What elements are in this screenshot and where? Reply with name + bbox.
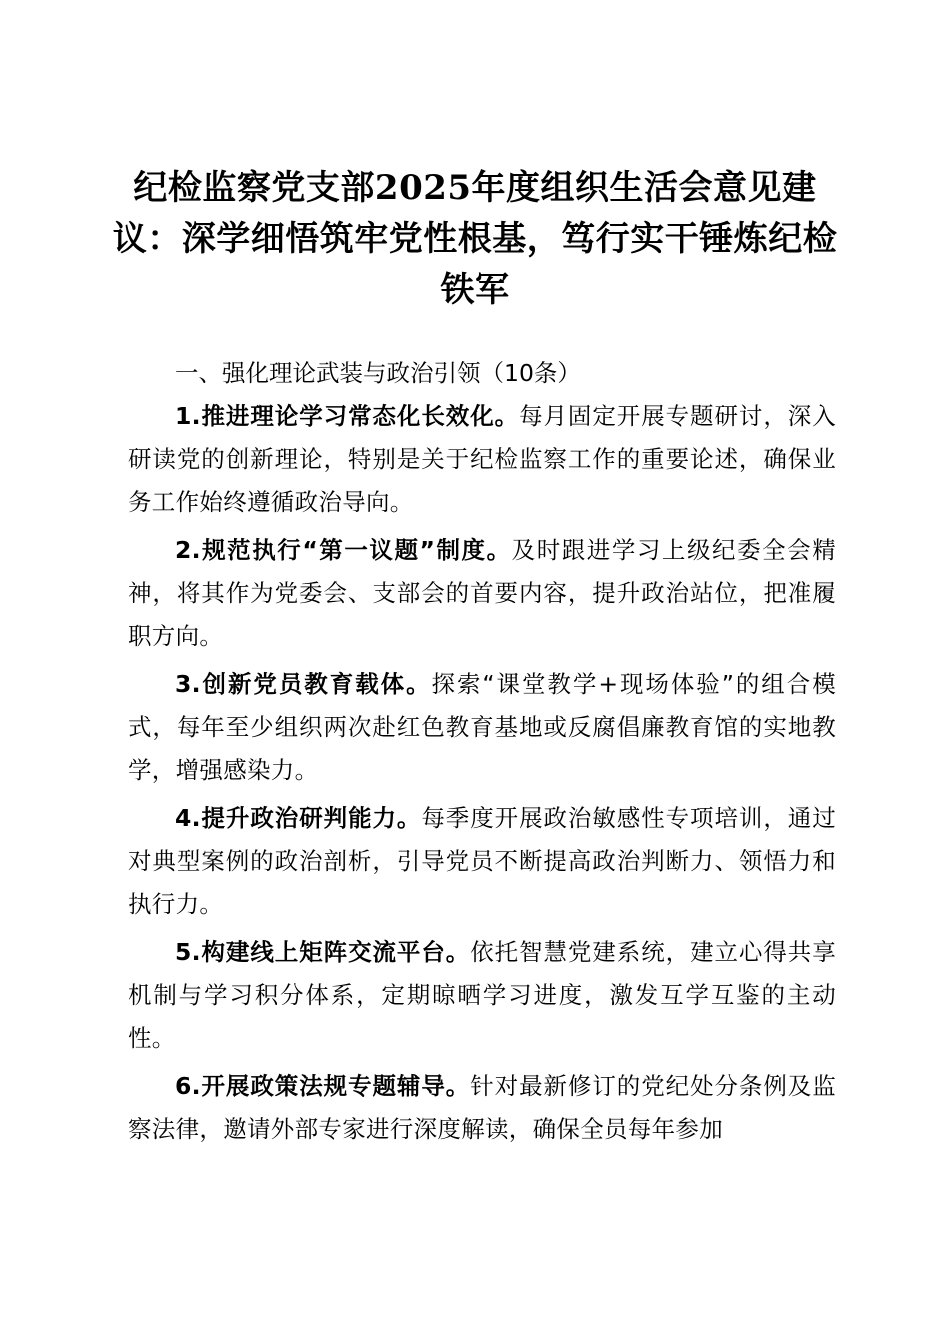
list-item xyxy=(128,1065,836,1151)
section-heading: 一、强化理论武装与政治引领（10条） xyxy=(175,359,581,387)
list-item xyxy=(128,529,836,658)
item-heading: 6.开展政策法规专题辅导。 xyxy=(175,1072,471,1100)
item-heading: 5.构建线上矩阵交流平台。 xyxy=(175,938,471,966)
item-text: 针对最新修订的党纪处分条例及监察法律，邀请外部专家进行深度解读，确保全员每年参加 xyxy=(128,1072,837,1143)
item-heading: 1.推进理论学习常态化长效化。 xyxy=(175,402,520,430)
item-text: 及时跟进学习上级纪委全会精神，将其作为党委会、支部会的首要内容，提升政治站位，把准履职方向。 xyxy=(128,536,837,650)
item-text: 依托智慧党建系统，建立心得共享机制与学习积分体系，定期晾晒学习进度，激发互学互鉴的主动性。 xyxy=(128,938,837,1052)
list-item xyxy=(128,395,836,524)
list-item xyxy=(128,797,836,926)
item-heading: 4.提升政治研判能力。 xyxy=(175,804,422,832)
item-heading: 2.规范执行“第一议题”制度。 xyxy=(175,536,512,564)
document-body xyxy=(128,352,836,1156)
item-text: 每月固定开展专题研讨，深入研读党的创新理论，特别是关于纪检监察工作的重要论述，确保业务工作始终遵循政治导向。 xyxy=(128,402,836,516)
document-title: 纪检监察党支部2025年度组织生活会意见建议：深学细悟筑牢党性根基，笃行实干锤炼纪检铁军 xyxy=(112,168,838,310)
list-item xyxy=(128,931,836,1060)
item-text: 探索“课堂教学+现场体验”的组合模式，每年至少组织两次赴红色教育基地或反腐倡廉教育馆的实地教学，增强感染力。 xyxy=(128,670,836,784)
list-item xyxy=(128,663,836,792)
item-text: 每季度开展政治敏感性专项培训，通过对典型案例的政治剖析，引导党员不断提高政治判断力、领悟力和执行力。 xyxy=(128,804,836,918)
item-heading: 3.创新党员教育载体。 xyxy=(175,670,432,698)
